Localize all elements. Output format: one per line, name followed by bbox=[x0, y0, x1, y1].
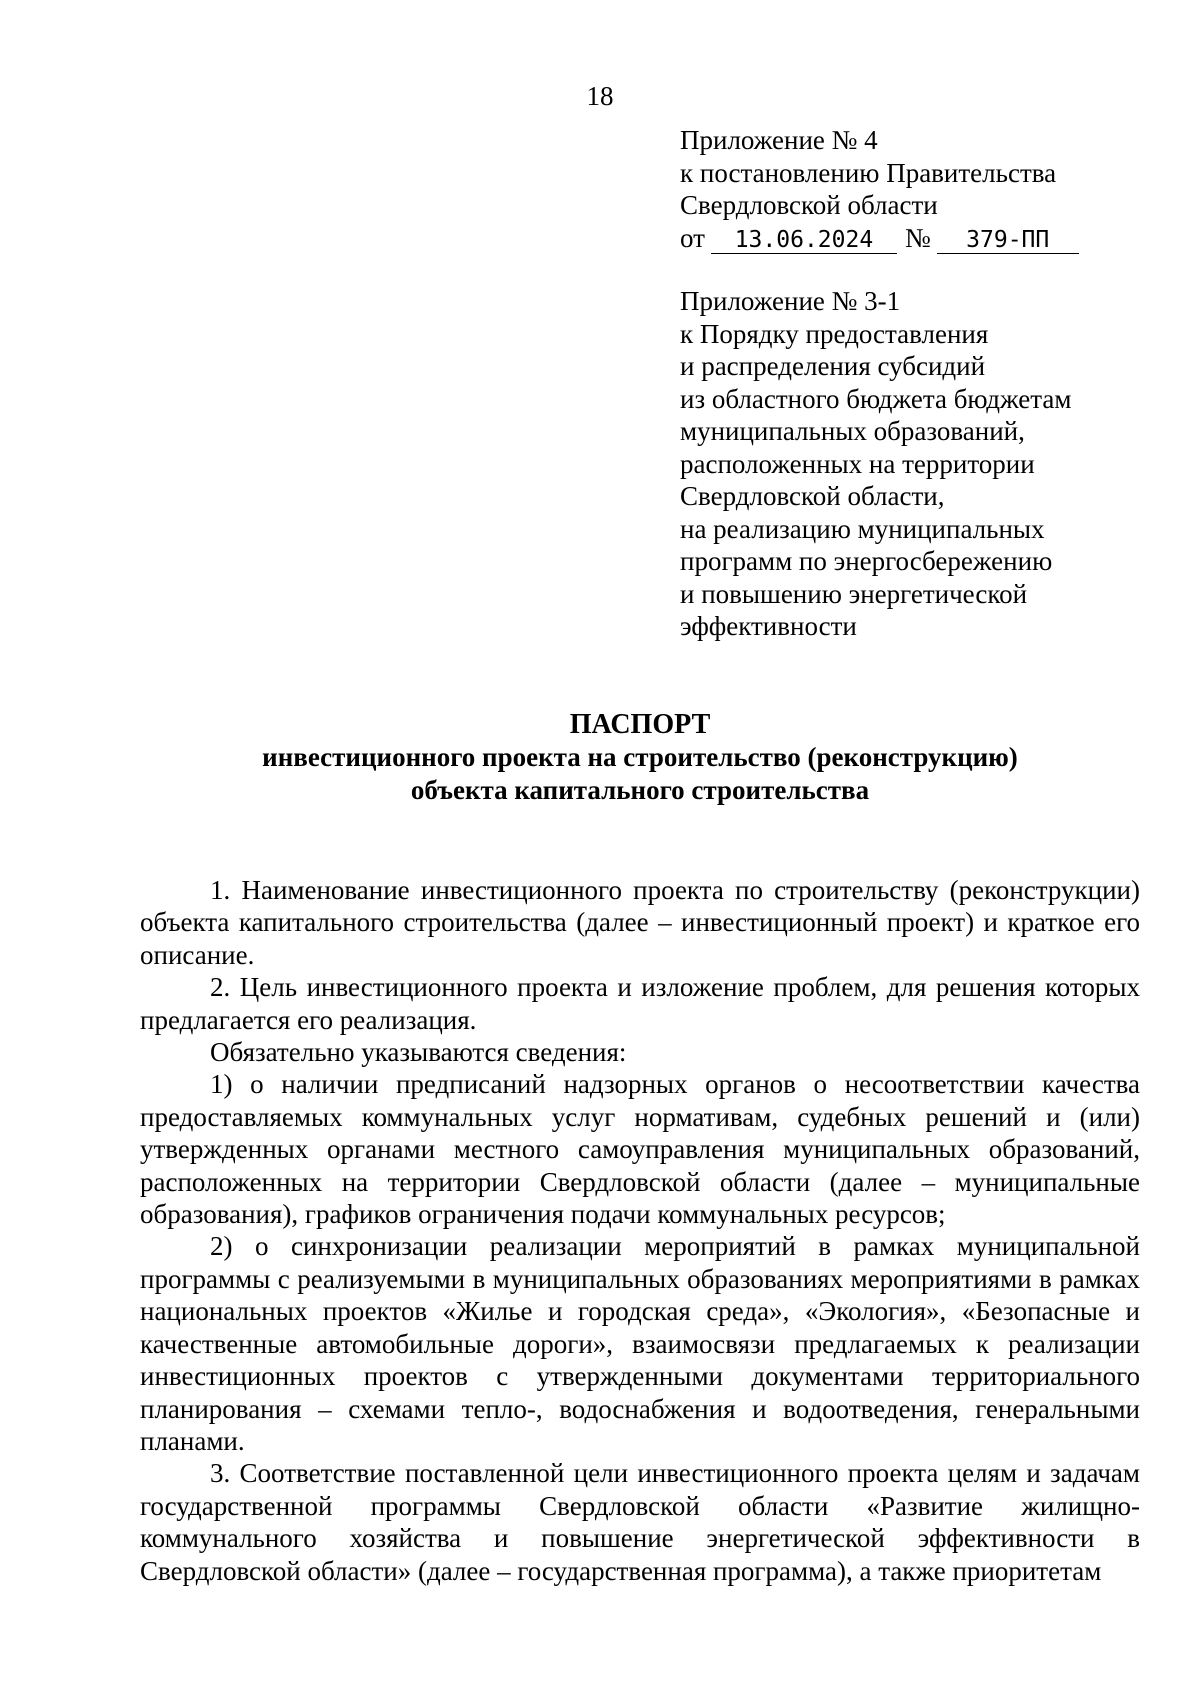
page-number: 18 bbox=[586, 81, 614, 111]
appendix-sub-line: на реализацию муниципальных bbox=[680, 513, 1045, 544]
date-prefix: от bbox=[680, 222, 705, 253]
appendix-sub-block bbox=[680, 285, 1071, 643]
paragraph: 2. Цель инвестиционного проекта и изложение проблем, для решения которых предлагается его реализация. bbox=[140, 972, 1140, 1035]
date-value: 13.06.2024 bbox=[711, 227, 897, 254]
appendix-sub-line: программ по энергосбережению bbox=[680, 546, 1053, 576]
appendix-main-line: к постановлению Правительства bbox=[680, 157, 1057, 188]
paragraph: 1. Наименование инвестиционного проекта по строительству (реконструкции) объекта капитального строительства (далее – инвестиционный проект) и краткое его описание. bbox=[140, 875, 1140, 970]
appendix-sub-line: Приложение № 3-1 bbox=[680, 286, 901, 316]
appendix-sub-line: и повышению энергетической bbox=[680, 578, 1028, 609]
title-subtitle-line: инвестиционного проекта на строительство (реконструкцию) bbox=[262, 742, 1018, 772]
date-number-line bbox=[680, 222, 1079, 255]
title-subtitle-line: объекта капитального строительства bbox=[410, 775, 870, 805]
body-text bbox=[140, 874, 1140, 1587]
appendix-sub-line: из областного бюджета бюджетам bbox=[680, 383, 1072, 414]
paragraph: 1) о наличии предписаний надзорных органов о несоответствии качества предоставляемых коммунальных услуг нормативам, судебных решений и (или) утвержденных органами местного самоуправления муниципальных образований, расположенных на территории Свердловской области (далее – муниципальные образования), графиков ограничения подачи коммунальных ресурсов; bbox=[140, 1069, 1140, 1230]
appendix-main-block bbox=[680, 124, 1079, 254]
number-value: 379-ПП bbox=[937, 227, 1079, 254]
appendix-main-line: Приложение № 4 bbox=[680, 125, 878, 155]
appendix-sub-line: муниципальных образований, bbox=[680, 416, 1025, 446]
document-title bbox=[120, 708, 1160, 807]
number-sign: № bbox=[904, 222, 931, 253]
appendix-sub-line: к Порядку предоставления bbox=[680, 318, 989, 349]
paragraph: 2) о синхронизации реализации мероприятий в рамках муниципальной программы с реализуемыми в муниципальных образованиях мероприятиями в рамках национальных проектов «Жилье и городская среда», «Экология», «Безопасные и качественные автомобильные дороги», взаимосвязи предлагаемых к реализации инвестиционных проектов с утвержденными документами территориального планирования – схемами тепло-, водоснабжения и водоотведения, генеральными планами. bbox=[140, 1231, 1140, 1456]
paragraph: Обязательно указываются сведения: bbox=[210, 1037, 627, 1068]
appendix-main-line: Свердловской области bbox=[680, 190, 938, 220]
title-main: ПАСПОРТ bbox=[569, 709, 711, 740]
appendix-sub-line: эффективности bbox=[680, 611, 857, 641]
paragraph: 3. Соответствие поставленной цели инвестиционного проекта целям и задачам государственной программы Свердловской области «Развитие жилищно-коммунального хозяйства и повышение энергетической эффективности в Свердловской области» (далее – государственная программа), а также приоритетам bbox=[140, 1458, 1140, 1586]
appendix-sub-line: Свердловской области, bbox=[680, 481, 945, 511]
appendix-sub-line: и распределения субсидий bbox=[680, 351, 986, 381]
appendix-sub-line: расположенных на территории bbox=[680, 448, 1035, 479]
